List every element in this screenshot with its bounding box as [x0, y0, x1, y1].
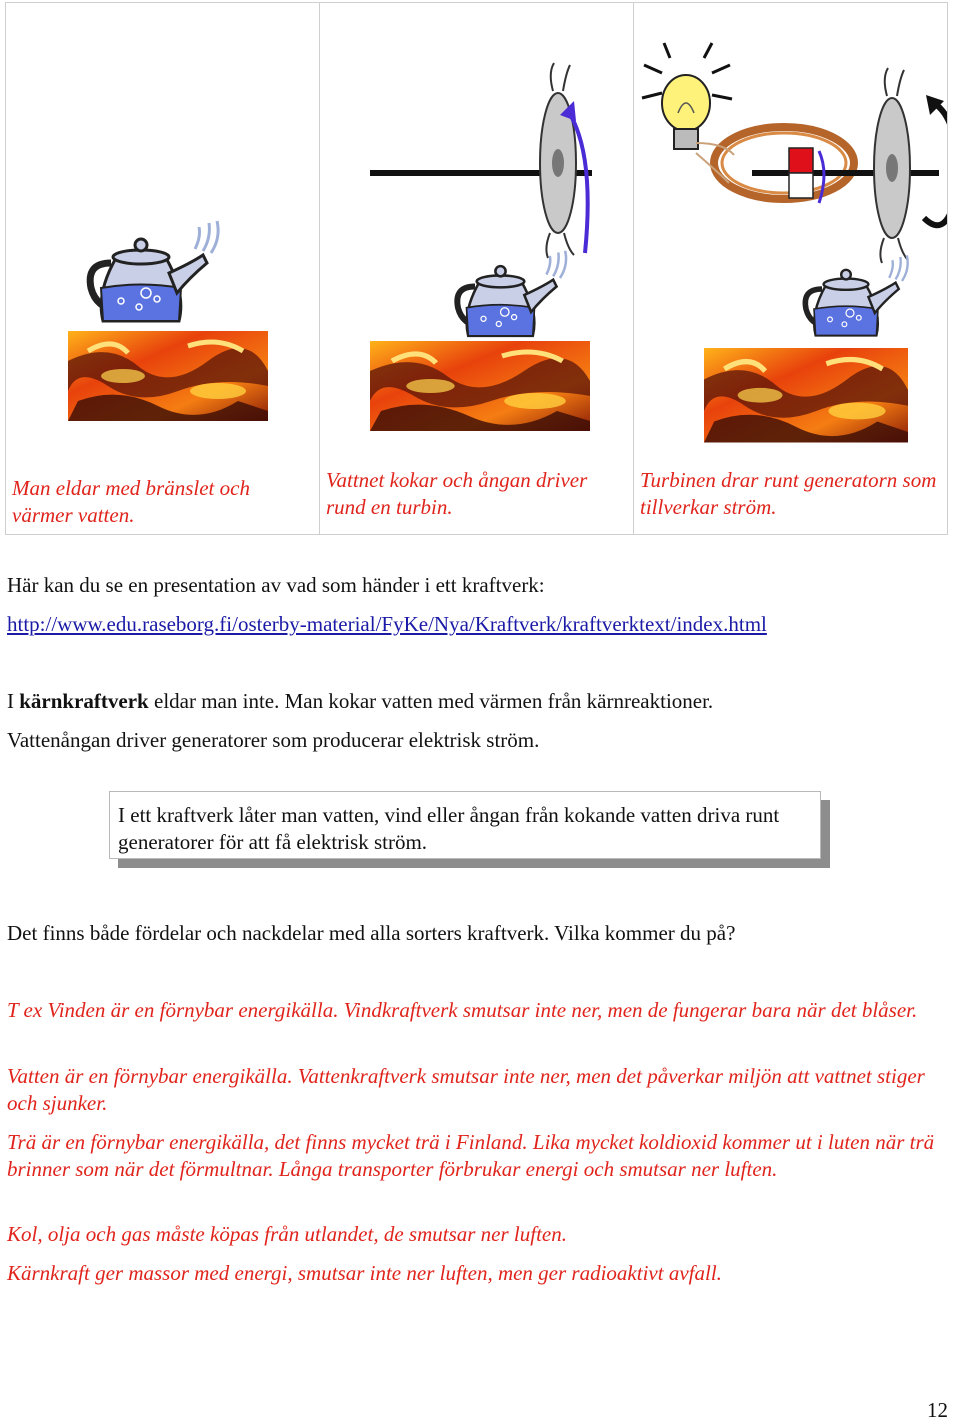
fire-icon — [704, 348, 908, 443]
presentation-link[interactable]: http://www.edu.raseborg.fi/osterby-material/FyKe/Nya/Kraftverk/kraftverktext/index.html — [7, 612, 767, 636]
example-fossil: Kol, olja och gas måste köpas från utlandet, de smutsar ner luften. — [7, 1222, 567, 1246]
illustration-panels — [5, 2, 948, 535]
intro-text: Här kan du se en presentation av vad som händer i ett kraftverk: — [7, 573, 545, 597]
example-nuclear: Kärnkraft ger massor med energi, smutsar inte ner luften, men ger radioaktivt avfall. — [7, 1261, 722, 1285]
kettle-icon — [805, 255, 907, 335]
generator-illustration — [634, 3, 947, 534]
example-water: Vatten är en förnybar energikälla. Vattenkraftverk smutsar inte ner, men det påverkar miljön att vattnet stiger och sjunker. — [7, 1064, 925, 1115]
fire-icon — [68, 331, 268, 421]
panel-steam-turbine — [319, 3, 633, 534]
kettle-icon — [90, 221, 218, 321]
panel-fuel-heating — [5, 3, 319, 534]
magnet-icon — [789, 148, 813, 173]
nuclear-paragraph — [7, 688, 713, 715]
example-wind: T ex Vinden är en förnybar energikälla. Vindkraftverk smutsar inte ner, men de fungerar bara när det blåser. — [7, 998, 918, 1022]
rotation-arrow-icon — [924, 103, 947, 225]
light-bulb-icon — [642, 43, 732, 149]
nuclear-text-pre: I — [7, 689, 20, 713]
fire-icon — [370, 341, 590, 431]
steam-turbine-illustration — [320, 3, 633, 534]
panel-generator — [633, 3, 948, 534]
page-number: 12 — [927, 1398, 948, 1422]
question-text: Det finns både fördelar och nackdelar med alla sorters kraftverk. Vilka kommer du på? — [7, 921, 736, 945]
panel-caption: Turbinen drar runt generatorn som tillverkar ström. — [640, 468, 937, 519]
nuclear-keyword: kärnkraftverk — [19, 689, 149, 713]
nuclear-paragraph-line2: Vattenångan driver generatorer som producerar elektrisk ström. — [7, 728, 540, 752]
kettle-icon — [457, 251, 566, 336]
coil-icon — [714, 127, 854, 199]
turbine-icon — [874, 68, 910, 263]
summary-callout: I ett kraftverk låter man vatten, vind eller ångan från kokande vatten driva runt generatorer för att få elektrisk ström. — [109, 791, 821, 859]
turbine-icon — [540, 63, 576, 258]
panel-caption: Vattnet kokar och ångan driver rund en turbin. — [326, 468, 588, 519]
nuclear-text-post: eldar man inte. Man kokar vatten med värmen från kärnreaktioner. — [148, 689, 714, 713]
example-wood: Trä är en förnybar energikälla, det finns mycket trä i Finland. Lika mycket koldioxid kommer ut i luten när trä brinner som när det förmultnar. Långa transporter förbrukar energi och smutsar ner luften. — [7, 1130, 935, 1181]
fuel-heating-illustration — [6, 3, 319, 534]
panel-caption: Man eldar med bränslet och värmer vatten. — [12, 476, 250, 527]
